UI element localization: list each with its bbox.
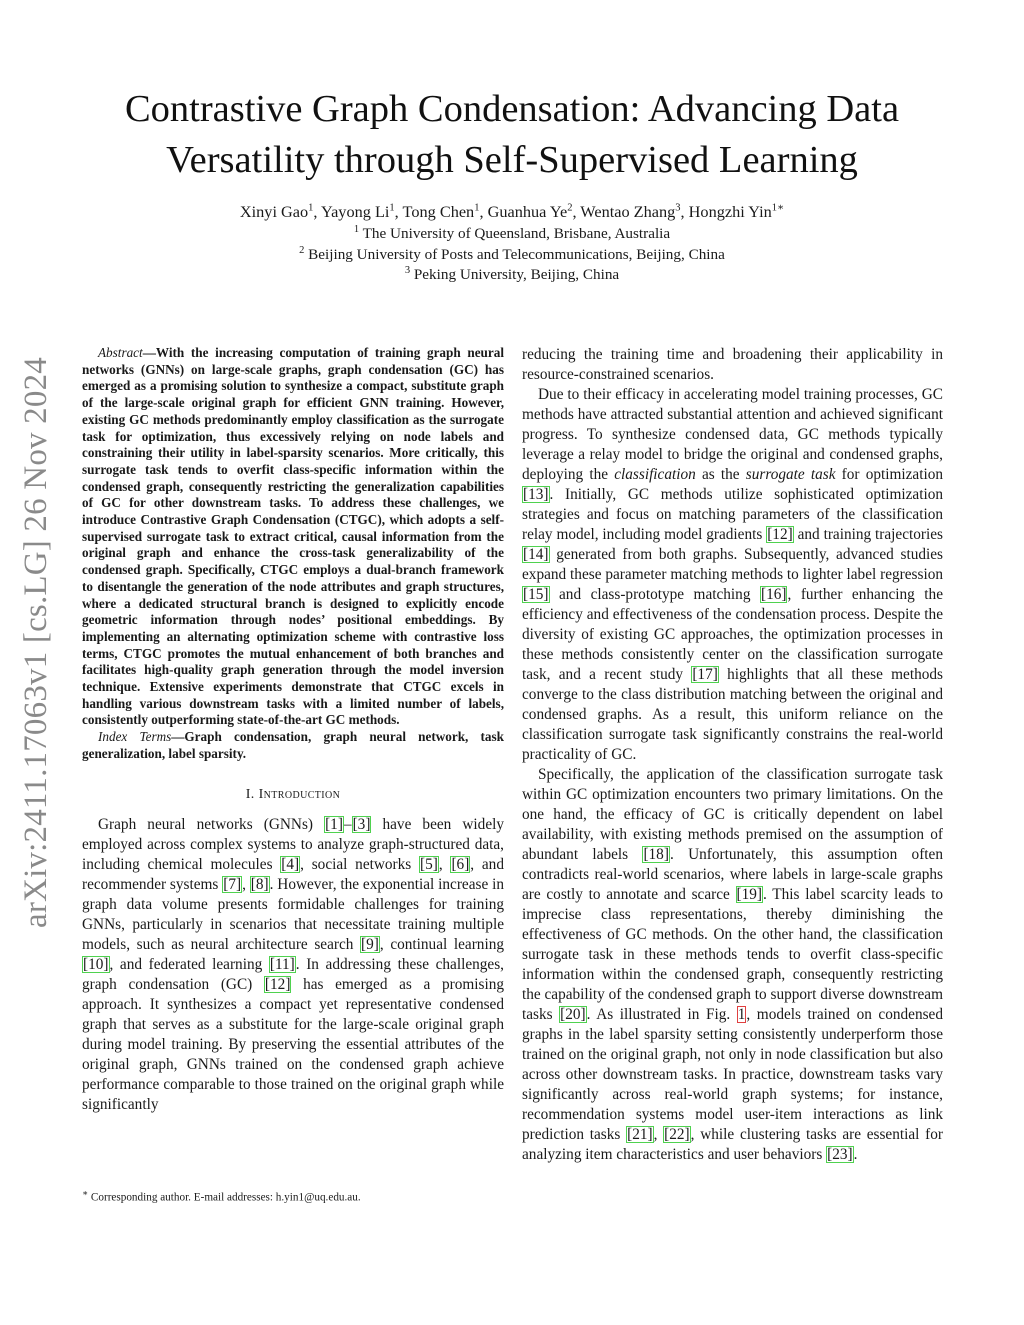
citation-link[interactable]: [22]: [664, 1126, 690, 1143]
index-terms-label: Index Terms: [98, 729, 172, 745]
affiliation: [60, 224, 964, 245]
paragraph: reducing the training time and broadening their applicability in resource-constrained scenarios.: [522, 346, 943, 383]
citation-link[interactable]: [6]: [451, 855, 470, 873]
index-terms-text: —Graph condensation, graph neural network, task generalization, label sparsity.: [82, 729, 504, 761]
affiliation-mark: 1: [353, 223, 360, 235]
author-affiliation-mark: 1: [474, 202, 480, 214]
intro-left-body: [82, 815, 504, 1115]
affiliation-text: The University of Queensland, Brisbane, Australia: [359, 225, 671, 242]
footnote-text: Corresponding author. E-mail addresses: h.yin1@uq.edu.au.: [90, 1191, 361, 1204]
citation-link[interactable]: [12]: [264, 975, 291, 993]
citation-link[interactable]: [7]: [223, 875, 242, 893]
section-title: Introduction: [258, 786, 341, 802]
citation-link[interactable]: [19]: [736, 886, 763, 903]
affiliation-mark: 2: [299, 244, 305, 256]
affiliation-text: Peking University, Beijing, China: [410, 266, 620, 283]
author-affiliation-mark: 3: [675, 202, 681, 214]
section-heading-introduction: [82, 787, 504, 803]
citation-link[interactable]: [4]: [281, 855, 300, 873]
figure-reference-link[interactable]: 1: [737, 1006, 746, 1023]
author-name: Guanhua Ye: [487, 202, 568, 221]
abstract-text: —With the increasing computation of training graph neural networks (GNNs) on large-scale graphs, graph condensation (GC) has emerged as a promising solution to synthesize a compact, substitute graph of the large-scale original graph for efficient GNN training. However, existing GC methods predominantly employ classification as the surrogate task for optimization, thus excessively relying on node labels and constraining their utility in label-sparsity scenarios. More critically, this surrogate task tends to overfit class-specific information within the condensed graph, consequently restricting the generalization capabilities of GC for other downstream tasks. To address these challenges, we introduce Contrastive Graph Condensation (CTGC), which adopts a self-supervised surrogate task to extract critical, causal information from the original graph and enhance the cross-task generalizability of the condensed graph. Specifically, CTGC employs a dual-branch framework to disentangle the generation of the node attributes and graph structures, where a dedicated structural branch is designed to explicitly encode geometric information through nodes’ positional embeddings. By implementing an alternating optimization scheme with contrastive loss terms, CTGC promotes the mutual enhancement of both branches and facilitates high-quality graph generation through the model inversion technique. Extensive experiments demonstrate that CTGC excels in handling various downstream tasks with a limited number of labels, consistently outperforming state-of-the-art GC methods.: [82, 345, 504, 728]
affiliation: [60, 245, 964, 266]
citation-link[interactable]: [3]: [352, 815, 371, 833]
citation-link[interactable]: [14]: [523, 546, 549, 563]
footnote: [82, 1186, 504, 1205]
citation-link[interactable]: [10]: [83, 955, 109, 973]
left-column: [82, 345, 504, 1115]
citation-link[interactable]: [16]: [760, 586, 787, 603]
citation-link[interactable]: [9]: [361, 935, 379, 953]
citation-link[interactable]: [11]: [269, 955, 295, 973]
paragraph: Graph neural networks (GNNs) [1]–[3] have been widely employed across complex systems to analyze graph-structured data, including chemical molecules [4], social networks [5], [6], and recommender systems [7], [8]. However, the exponential increase in graph data volume presents formidable challenges for training GNNs, particularly in scenarios that necessitate training multiple models, such as neural architecture search [9], continual learning [10], and federated learning [11]. In addressing these challenges, graph condensation (GC) [12] has emerged as a promising approach. It synthesizes a compact yet representative condensed graph that serves as a substitute for the large-scale original graph during model training. By preserving the essential attributes of the original graph, GNNs trained on the condensed graph achieve performance comparable to those trained on the original graph while significantly: [82, 815, 505, 1113]
citation-link[interactable]: [17]: [692, 666, 718, 683]
paragraph: Specifically, the application of the classification surrogate task within GC optimization encounters two primary limitations. On the one hand, the efficacy of GC is critically dependent on label availability, with existing methods premised on the assumption of abundant labels [18]. Unfortunately, this assumption often contradicts real-world scenarios, where labels in large-scale graphs are costly to annotate and scarce [19]. This label scarcity leads to imprecise class representations, thereby diminishing the effectiveness of GC methods. On the other hand, the classification surrogate task in these methods tends to overfit class-specific information within the condensed graph, consequently restricting the capability of the condensed graph to support diverse downstream tasks [20]. As illustrated in Fig. 1, models trained on condensed graphs in the label sparsity setting consistently underperform those trained on the original graph, not only in node classification but also across other downstream tasks. In practice, downstream tasks vary significantly across real-world graph systems; for instance, recommendation systems model user-item interactions as link prediction tasks [21], [22], while clustering tasks are essential for analyzing item characteristics and user behaviors [23].: [522, 766, 943, 1163]
citation-link[interactable]: [23]: [827, 1146, 853, 1163]
citation-link[interactable]: [13]: [523, 486, 549, 503]
author-affiliation-mark: 1: [389, 202, 395, 214]
intro-right-body: [522, 345, 943, 1165]
abstract: [82, 345, 504, 763]
author-name: Hongzhi Yin: [688, 202, 772, 221]
citation-link[interactable]: [15]: [523, 586, 549, 603]
author-list: Xinyi Gao$^1$, Yayong Li$^1$, Tong Chen$^1$, Guanhua Ye$^2$, Wentao Zhang$^3$, Hongzhi Yin$^{1∗}$: [239, 202, 785, 221]
author-name: Yayong Li: [320, 202, 390, 221]
abstract-label: Abstract: [98, 345, 143, 360]
citation-link[interactable]: [8]: [250, 875, 269, 893]
author-name: Tong Chen: [402, 202, 475, 221]
right-column: [522, 345, 943, 1165]
author-affiliation-mark: 2: [567, 202, 573, 214]
affiliation-list: [60, 224, 964, 286]
paragraph: Due to their efficacy in accelerating model training processes, GC methods have attracted substantial attention and achieved significant progress. To synthesize condensed data, GC methods typically leverage a relay model to bridge the original and condensed graphs, deploying the classification as the surrogate task for optimization [13]. Initially, GC methods utilize sophisticated optimization strategies and focus on matching parameters of the classification relay model, including model gradients [12] and training trajectories [14] generated from both graphs. Subsequently, advanced studies expand these parameter matching methods to lighter label regression [15] and class-prototype matching [16], further enhancing the efficiency and effectiveness of the condensation process. Despite the diversity of existing GC approaches, the optimization processes in these methods consistently center on the classification surrogate task, and a recent study [17] highlights that all these methods converge to the class distribution matching between the original and condensed graphs. As a result, this uniform reliance on the classification surrogate task significantly constrains the real-world practicality of GC.: [522, 386, 944, 763]
footnote-mark: ∗: [82, 1188, 89, 1198]
author-affiliation-mark: 1∗: [771, 202, 785, 214]
author-name: Wentao Zhang: [580, 202, 676, 221]
author-affiliation-mark: 1: [308, 202, 314, 214]
section-number: I.: [245, 786, 255, 802]
affiliation-text: Beijing University of Posts and Telecommunications, Beijing, China: [304, 245, 725, 263]
arxiv-identifier: arXiv:2411.17063v1 [cs.LG] 26 Nov 2024: [18, 357, 54, 929]
emphasized-text: classification: [614, 466, 696, 483]
citation-link[interactable]: [21]: [627, 1126, 653, 1143]
citation-link[interactable]: [18]: [643, 846, 669, 863]
citation-link[interactable]: [12]: [767, 526, 793, 543]
affiliation-mark: 3: [404, 264, 411, 276]
emphasized-text: surrogate task: [745, 466, 836, 483]
citation-link[interactable]: [5]: [420, 855, 438, 873]
affiliation: [60, 265, 964, 286]
citation-link[interactable]: [1]: [325, 815, 343, 833]
citation-link[interactable]: [20]: [560, 1006, 586, 1023]
paper-title: Contrastive Graph Condensation: Advancing Data Versatility through Self-Supervised Learning: [124, 88, 900, 181]
author-name: Xinyi Gao: [239, 202, 309, 221]
